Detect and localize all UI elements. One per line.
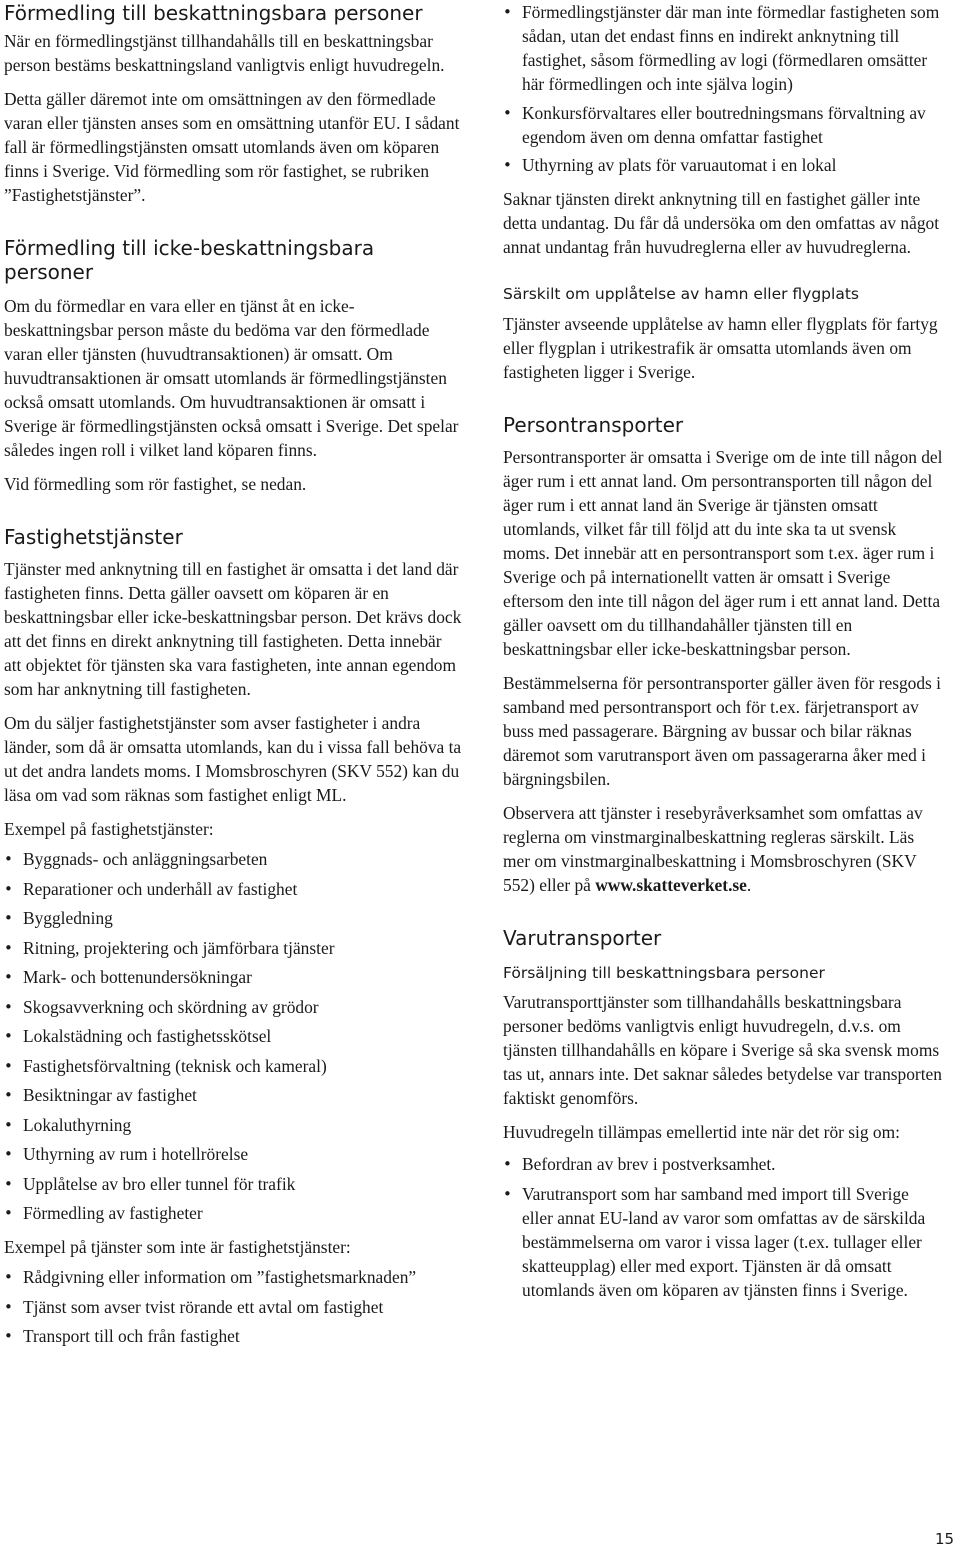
paragraph: Tjänster med anknytning till en fastighet är omsatta i det land där fastigheten finns. Detta gäller oavsett om köparen är en beskattningsbar eller icke-beskattningsbar person. Det krävs dock att det finns en direkt anknytning till fastigheten. Detta innebär att objektet för tjänsten ska vara fastigheten, inte annan egendom som har anknytning till fastigheten.: [4, 559, 462, 699]
list-item: • Uthyrning av plats för varuautomat i en lokal: [503, 153, 943, 177]
paragraph: Huvudregeln tillämpas emellertid inte när det rör sig om:: [503, 1122, 900, 1142]
heading-persontransporter: Persontransporter: [503, 413, 684, 437]
heading-fastighetstjanster: Fastighetstjänster: [4, 525, 183, 549]
list-item: • Konkursförvaltares eller boutredningsmans förvaltning av egendom även om denna omfattar fastighet: [503, 101, 943, 149]
paragraph: [503, 801, 943, 897]
paragraph: Vid förmedling som rör fastighet, se nedan.: [4, 474, 307, 494]
list-item: • Förmedling av fastigheter: [4, 1201, 462, 1225]
list-intro: Exempel på tjänster som inte är fastighetstjänster:: [4, 1237, 351, 1257]
paragraph: Persontransporter är omsatta i Sverige om de inte till någon del äger rum i ett annat land. Om persontransporten till någon del äger rum i ett annat land än Sverige är tjänsten omsatt utomlands, vilket får till följd att du inte ska ta ut svensk moms. Det innebär att en persontransport som t.ex. äger rum i Sverige och på internationellt vatten är omsatt i Sverige eftersom den inte till någon del äger rum i ett annat land. Detta gäller oavsett om du tillhandahåller tjänsten till en beskattningsbar eller icke-beskattningsbar person.: [503, 447, 943, 659]
heading-formedling-beskattningsbara: Förmedling till beskattningsbara personer: [4, 1, 423, 25]
list-item: • Transport till och från fastighet: [4, 1324, 462, 1348]
fastighetstjanster-list: [4, 847, 462, 1225]
list-item: • Rådgivning eller information om ”fastighetsmarknaden”: [4, 1265, 462, 1289]
paragraph: Saknar tjänsten direkt anknytning till en fastighet gäller inte detta undantag. Du får då undersöka om den omfattas av något annat undantag från huvudreglerna eller av huvudreglerna.: [503, 189, 940, 257]
list-item: • Befordran av brev i postverksamhet.: [503, 1152, 943, 1176]
list-item: • Upplåtelse av bro eller tunnel för trafik: [4, 1172, 462, 1196]
list-item: • Lokalstädning och fastighetsskötsel: [4, 1024, 462, 1048]
ej-fastighetstjanster-list: [4, 1265, 462, 1348]
list-item: • Skogsavverkning och skördning av grödor: [4, 995, 462, 1019]
paragraph: Om du förmedlar en vara eller en tjänst åt en icke-beskattningsbar person måste du bedöma var den förmedlade varan eller tjänsten (huvudtransaktionen) är omsatt. Om huvudtransaktionen är omsatt utomlands är förmedlingstjänsten också omsatt utomlands. Om huvudtransaktionen är omsatt i Sverige är förmedlingstjänsten också omsatt i Sverige. Det spelar således ingen roll i vilket land köparen finns.: [4, 296, 459, 460]
page-number: 15: [935, 1530, 955, 1547]
skatteverket-link[interactable]: www.skatteverket.se: [595, 875, 747, 895]
subheading-beskattningsbara: Försäljning till beskattningsbara personer: [503, 964, 825, 982]
heading-varutransporter: Varutransporter: [503, 926, 662, 950]
list-item: • Reparationer och underhåll av fastighet: [4, 877, 462, 901]
heading-hamn-flygplats: Särskilt om upplåtelse av hamn eller flygplats: [503, 285, 859, 303]
left-column: [4, 0, 462, 1348]
paragraph: Detta gäller däremot inte om omsättningen av den förmedlade varan eller tjänsten anses som en omsättning utanför EU. I sådant fall är förmedlingstjänsten omsatt utomlands även om köparen finns i Sverige. Vid förmedling som rör fastighet, se rubriken ”Fastighetstjänster”.: [4, 89, 460, 205]
list-item: • Lokaluthyrning: [4, 1113, 462, 1137]
paragraph: Bestämmelserna för persontransporter gäller även för resgods i samband med persontransport och för t.ex. färjetransport av buss med passagerare. Bärgning av bussar och bilar räknas däremot som varutransport även om passagerarna åker med i bärgningsbilen.: [503, 673, 941, 789]
list-item: • Ritning, projektering och jämförbara tjänster: [4, 936, 462, 960]
list-intro: Exempel på fastighetstjänster:: [4, 819, 214, 839]
right-column: [503, 0, 943, 1302]
varutransport-undantag-list: [503, 1152, 943, 1302]
list-item: • Förmedlingstjänster där man inte förmedlar fastigheten som sådan, utan det endast finns en indirekt anknytning till fastighet, såsom förmedling av logi (förmedlaren omsätter här förmedlingen och inte själva login): [503, 0, 943, 96]
punctuation: .: [746, 875, 752, 895]
heading-formedling-icke-beskattningsbara: Förmedling till icke-beskattningsbara personer: [4, 236, 375, 284]
list-item: • Uthyrning av rum i hotellrörelse: [4, 1142, 462, 1166]
list-item: • Varutransport som har samband med import till Sverige eller annat EU-land av varor som omfattas av de särskilda bestämmelserna om varor i vissa lager (t.ex. tullager eller skatteupplag) eller med export. Tjänsten är då omsatt utomlands även om köparen av tjänsten finns i Sverige.: [503, 1182, 943, 1302]
list-item: • Tjänst som avser tvist rörande ett avtal om fastighet: [4, 1295, 462, 1319]
paragraph: Om du säljer fastighetstjänster som avser fastigheter i andra länder, som då är omsatta utomlands, kan du i vissa fall behöva ta ut det andra landets moms. I Momsbroschyren (SKV 552) kan du läsa om vad som räknas som fastighet enligt ML.: [4, 713, 462, 805]
paragraph: Tjänster avseende upplåtelse av hamn eller flygplats för fartyg eller flygplan i utrikestrafik är omsatta utomlands även om fastigheten ligger i Sverige.: [503, 314, 938, 382]
list-item: • Mark- och bottenundersökningar: [4, 965, 462, 989]
paragraph-text: Observera att tjänster i resebyråverksamhet som omfattas av reglerna om vinstmarginalbeskattning regleras särskilt. Läs mer om vinstmarginalbeskattning i Momsbroschyren (SKV 552) eller på: [503, 803, 923, 895]
list-item: • Byggledning: [4, 906, 462, 930]
list-item: • Besiktningar av fastighet: [4, 1083, 462, 1107]
paragraph: När en förmedlingstjänst tillhandahålls till en beskattningsbar person bestäms beskattningsland vanligtvis enligt huvudregeln.: [4, 31, 445, 75]
list-item: • Fastighetsförvaltning (teknisk och kameral): [4, 1054, 462, 1078]
paragraph: Varutransporttjänster som tillhandahålls beskattningsbara personer bedöms vanligtvis enligt huvudregeln, d.v.s. om tjänsten tillhandahålls en köpare i Sverige så ska svensk moms tas ut, annars inte. Det saknar således betydelse var transporten faktiskt genomförs.: [503, 992, 942, 1108]
list-item: • Byggnads- och anläggningsarbeten: [4, 847, 462, 871]
undantag-list: [503, 0, 943, 177]
